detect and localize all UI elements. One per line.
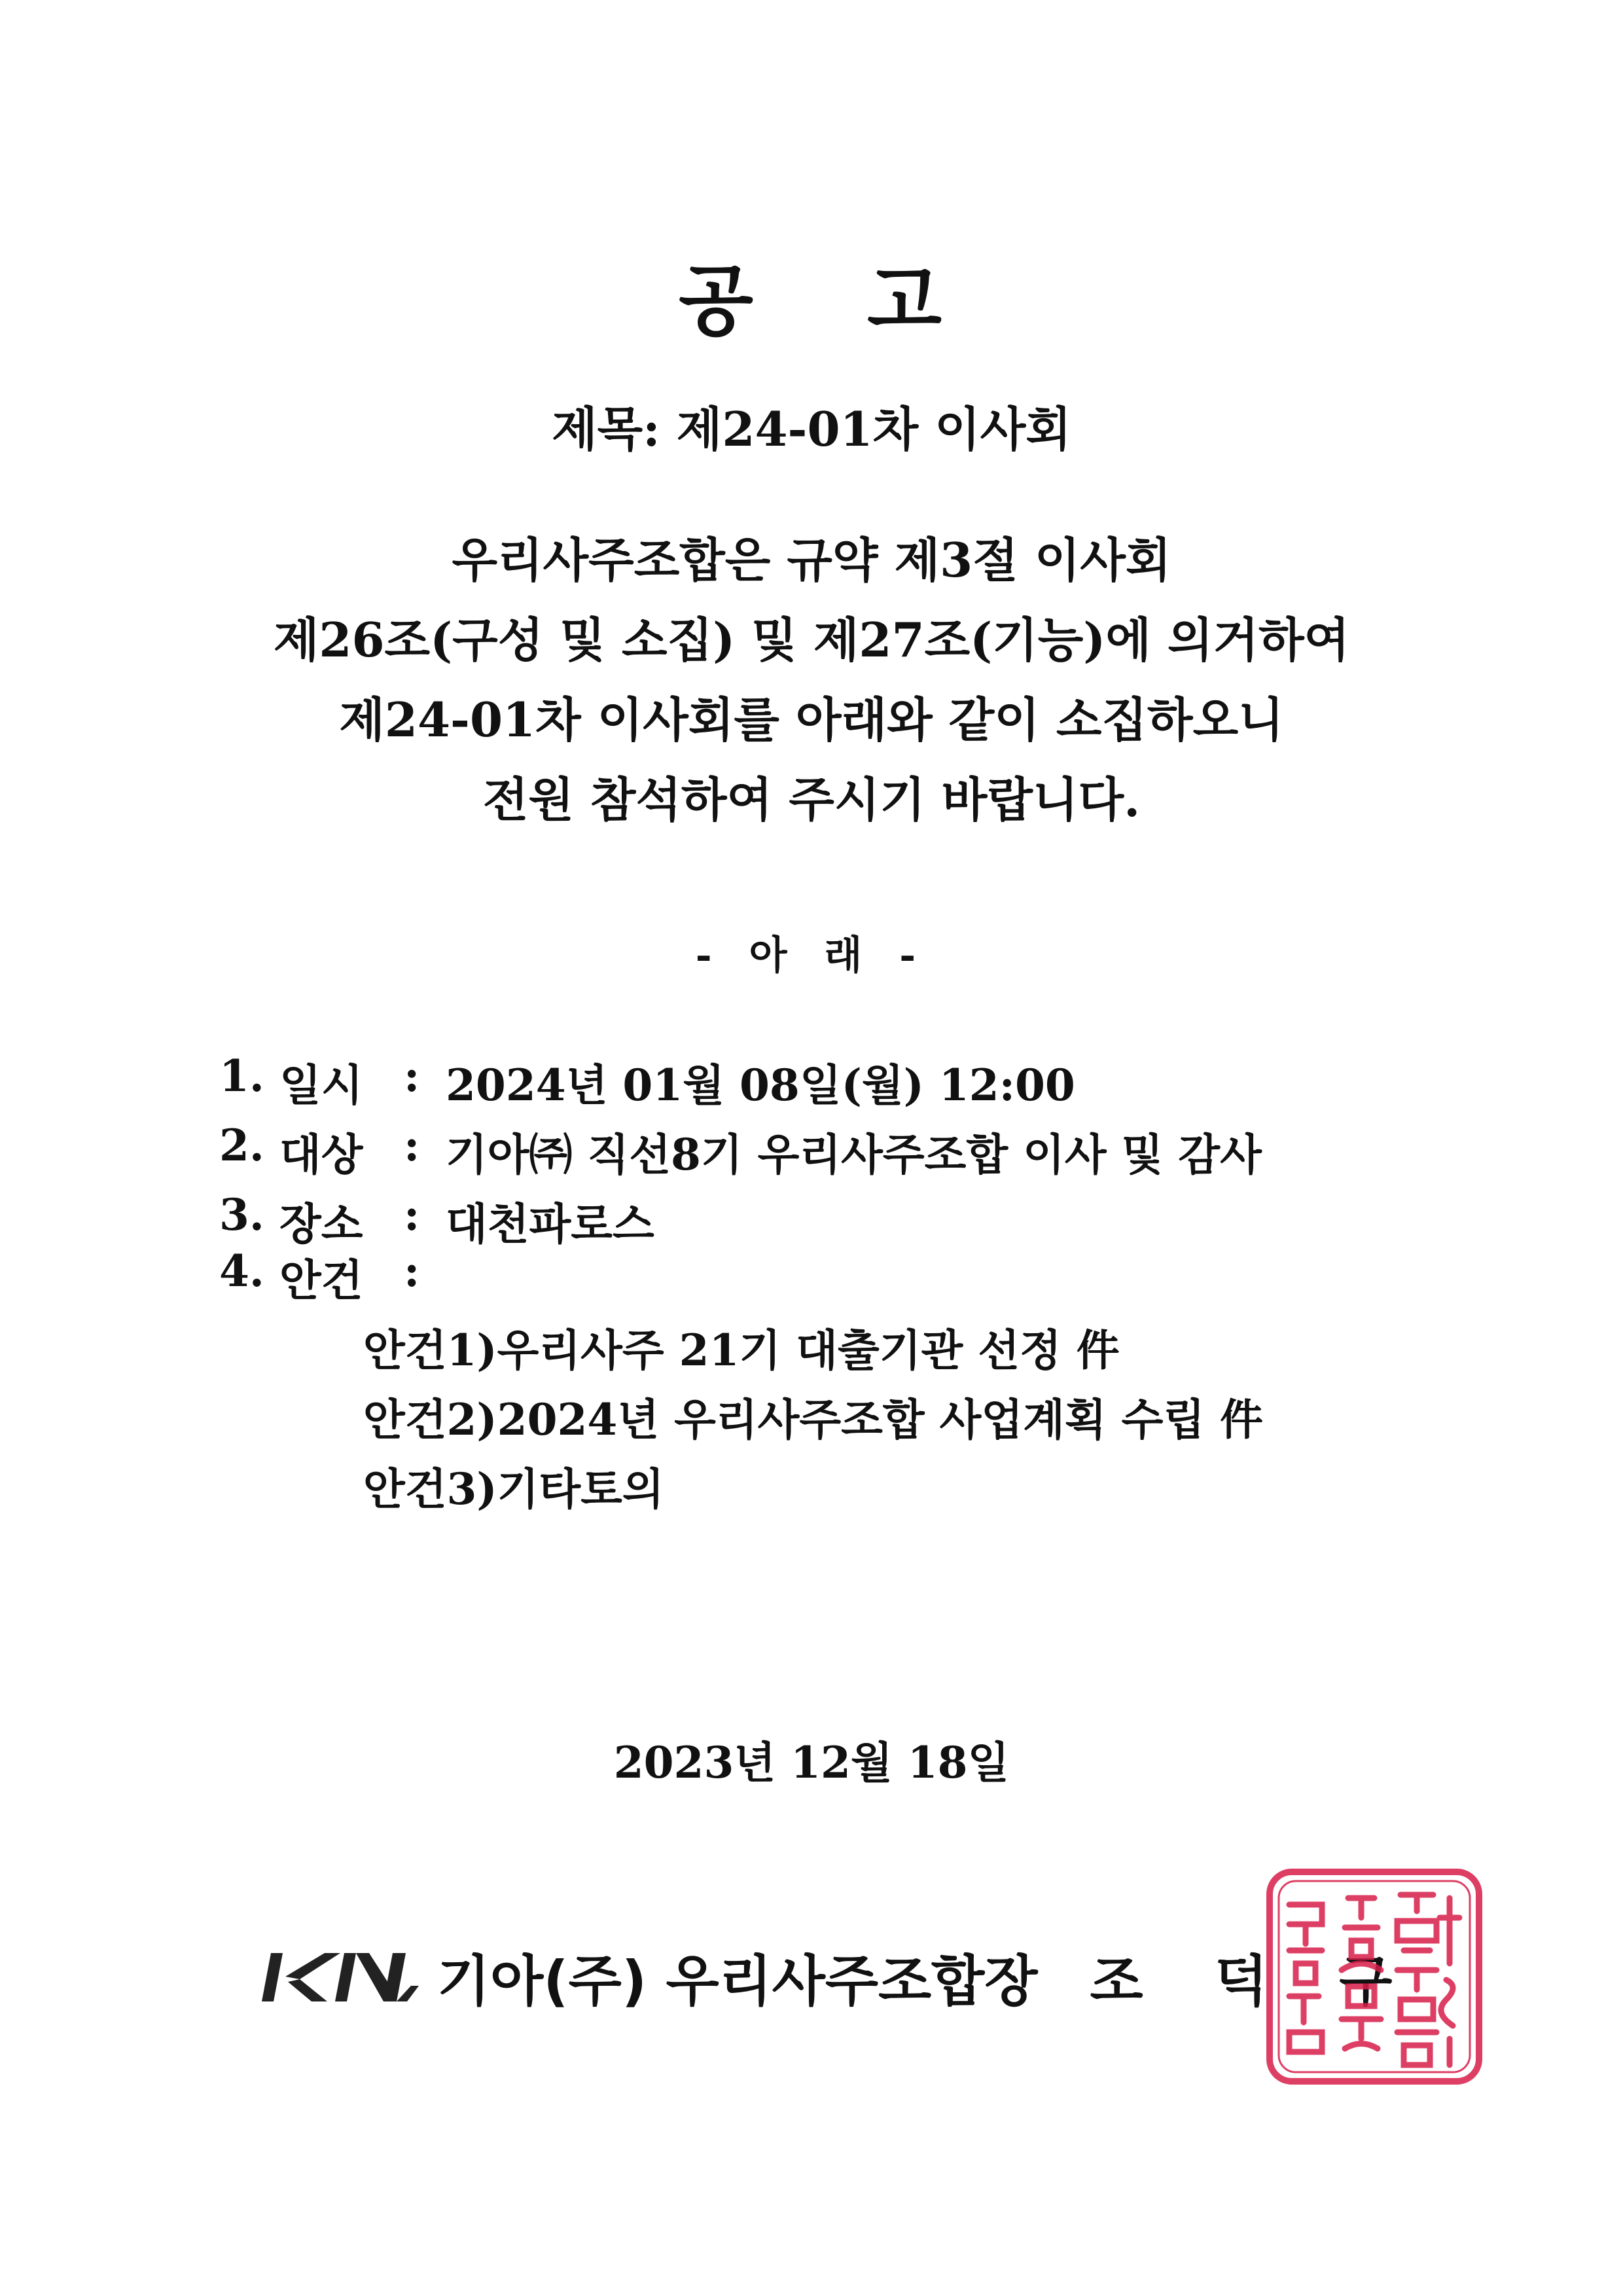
item-number: 3. xyxy=(219,1189,264,1240)
detail-item-datetime xyxy=(219,1050,1262,1120)
item-colon: : xyxy=(404,1050,420,1102)
item-colon: : xyxy=(404,1120,420,1171)
body-line: 전원 참석하여 주시기 바랍니다. xyxy=(482,772,1141,827)
title-char-1: 공 xyxy=(679,255,756,346)
item-colon: : xyxy=(404,1189,420,1240)
item-number: 1. xyxy=(219,1050,264,1102)
agenda-item: 안건1)우리사주 21기 대출기관 선정 件 xyxy=(363,1325,1120,1376)
body-line: 제24-01차 이사회를 아래와 같이 소집하오니 xyxy=(339,692,1284,747)
signature-line xyxy=(262,1934,1418,2019)
item-number: 4. xyxy=(219,1246,264,1297)
below-heading: - 아 래 - xyxy=(695,933,928,978)
item-number: 2. xyxy=(219,1120,264,1171)
item-value: 대천파로스 xyxy=(446,1198,654,1249)
item-label: 일시 xyxy=(279,1060,363,1111)
notice-body xyxy=(0,520,1623,840)
notice-title xyxy=(0,239,1623,350)
item-value: 2024년 01월 08일(월) 12:00 xyxy=(446,1060,1075,1111)
body-line: 우리사주조합은 규약 제3절 이사회 xyxy=(452,532,1171,588)
issue-date: 2023년 12월 18일 xyxy=(613,1737,1010,1788)
agenda-item: 안건3)기타토의 xyxy=(363,1463,664,1515)
chairman-name: 조 덕 구 xyxy=(1090,1948,1419,2013)
kia-logo xyxy=(262,1949,419,2004)
agenda-item: 안건2)2024년 우리사주조합 사업계획 수립 件 xyxy=(363,1394,1264,1445)
item-label: 장소 xyxy=(279,1198,363,1249)
item-value: 기아㈜ 직선8기 우리사주조합 이사 및 감사 xyxy=(446,1129,1262,1180)
title-char-2: 고 xyxy=(867,255,944,346)
body-line: 제26조(구성 및 소집) 및 제27조(기능)에 의거하여 xyxy=(273,612,1350,668)
organization-name: 기아(주) 우리사주조합장 xyxy=(437,1948,1038,2013)
item-label: 안건 xyxy=(279,1255,363,1306)
details-list xyxy=(219,1050,1262,1315)
detail-item-place xyxy=(219,1189,1262,1249)
subject-line: 제목: 제24-01차 이사회 xyxy=(552,401,1071,457)
detail-item-target xyxy=(219,1120,1262,1189)
item-label: 대상 xyxy=(279,1129,363,1180)
item-colon: : xyxy=(404,1246,420,1297)
agenda-list xyxy=(363,1316,1263,1524)
official-seal-stamp xyxy=(1263,1865,1486,2088)
detail-item-agenda xyxy=(219,1246,1262,1315)
